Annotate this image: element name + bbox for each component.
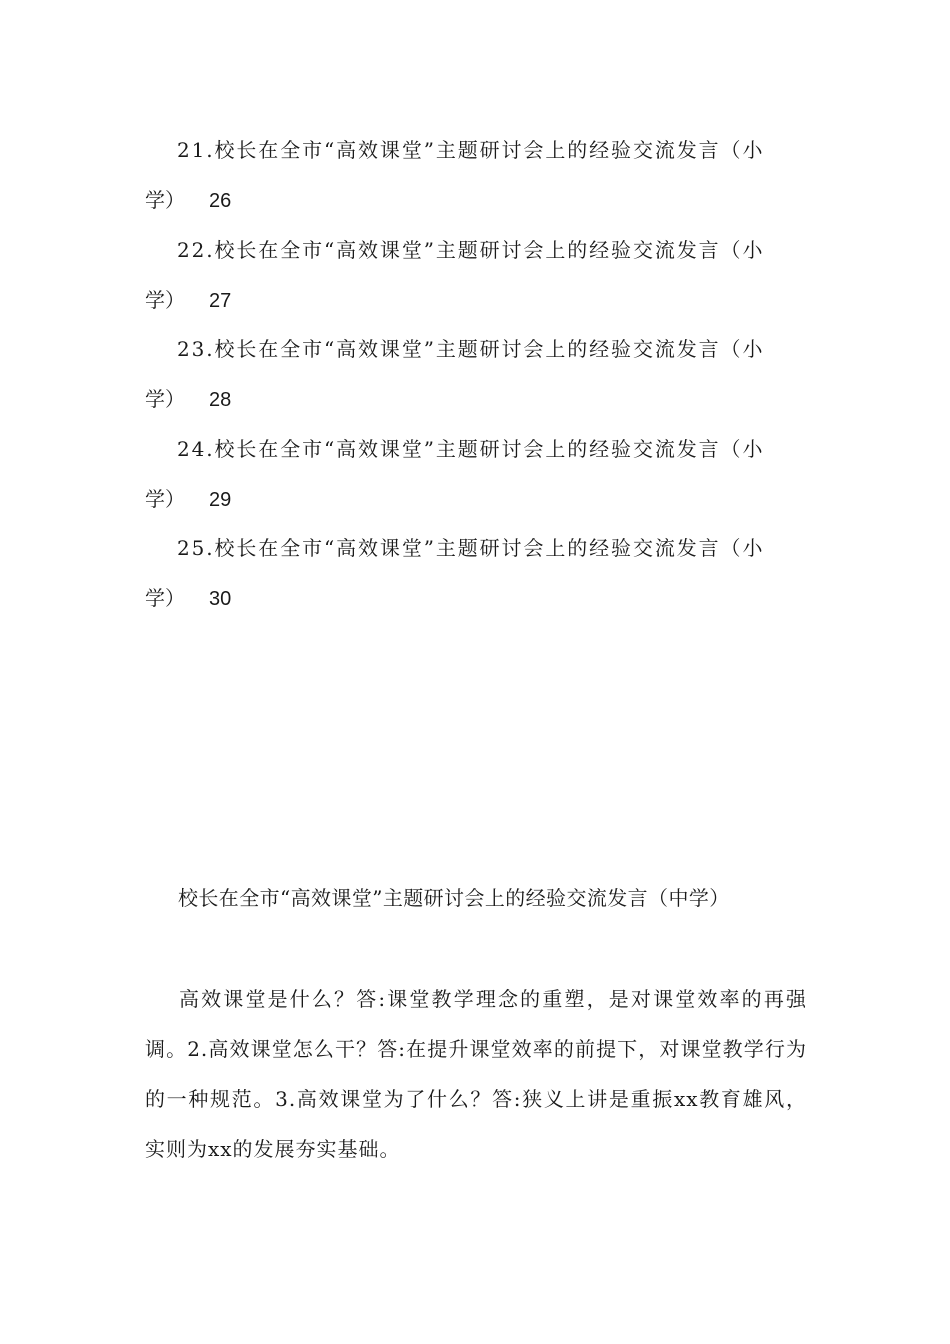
toc-entry-title: 23.校长在全市“高效课堂”主题研讨会上的经验交流发言（小 xyxy=(177,337,765,361)
toc-entry[interactable] xyxy=(145,526,805,626)
toc-entry-title: 21.校长在全市“高效课堂”主题研讨会上的经验交流发言（小 xyxy=(177,138,765,162)
toc-page-number: 29 xyxy=(209,488,232,511)
toc-entry-title-cont: 学） xyxy=(145,287,185,312)
toc-entry-continuation xyxy=(145,477,231,522)
toc-entry[interactable] xyxy=(145,128,805,228)
toc-entry-title: 22.校长在全市“高效课堂”主题研讨会上的经验交流发言（小 xyxy=(177,237,765,262)
toc-page-number: 30 xyxy=(209,588,232,610)
toc-entry-continuation xyxy=(145,576,231,621)
toc-entry-title-cont: 学） xyxy=(145,188,185,212)
toc-page-number: 28 xyxy=(209,389,232,411)
toc-entry-continuation xyxy=(145,178,231,223)
toc-entry-title-cont: 学） xyxy=(145,387,185,411)
toc-entry[interactable] xyxy=(145,228,805,328)
toc-page-number: 27 xyxy=(209,289,232,312)
toc-entry-title: 25.校长在全市“高效课堂”主题研讨会上的经验交流发言（小 xyxy=(177,536,765,560)
toc-entry[interactable] xyxy=(145,427,805,527)
toc-page-number: 26 xyxy=(209,190,232,212)
body-paragraph: 高效课堂是什么？答:课堂教学理念的重塑，是对课堂效率的再强调。2.高效课堂怎么干？答:在提升课堂效率的前提下，对课堂教学行为的一种规范。3.高效课堂为了什么？答:狭义上讲是重振xx教育雄风，实则为xx的发展夯实基础。 xyxy=(145,987,807,1161)
toc-entry-continuation xyxy=(145,278,231,323)
toc-entry-title-cont: 学） xyxy=(145,486,185,511)
table-of-contents xyxy=(145,128,805,626)
toc-entry-continuation xyxy=(145,377,231,422)
section-title: 校长在全市“高效课堂”主题研讨会上的经验交流发言（中学） xyxy=(178,886,730,910)
toc-entry[interactable] xyxy=(145,327,805,427)
toc-entry-title-cont: 学） xyxy=(145,586,185,610)
toc-entry-title: 24.校长在全市“高效课堂”主题研讨会上的经验交流发言（小 xyxy=(177,436,765,461)
